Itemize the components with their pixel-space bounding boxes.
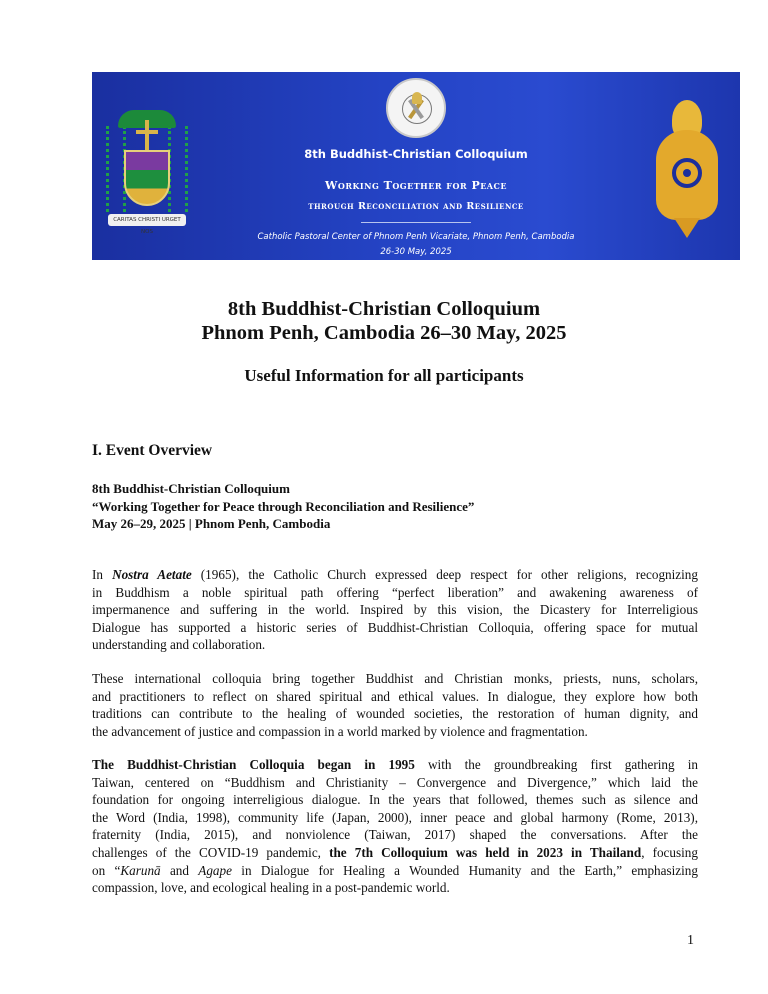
paragraph-line: traditions can contribute to the healing of wounded societies, the restoration of human dignity, and bbox=[92, 706, 698, 722]
section-heading: I. Event Overview bbox=[92, 442, 213, 459]
text-run: and bbox=[160, 862, 199, 878]
event-name: 8th Buddhist-Christian Colloquium bbox=[92, 481, 290, 496]
paragraph-international-colloquia bbox=[92, 670, 698, 740]
text-run: In bbox=[92, 567, 113, 582]
text-run: with the groundbreaking first gathering in bbox=[414, 757, 698, 772]
banner-subtitle-1: Working Together for Peace bbox=[325, 179, 507, 192]
paragraph-line: and practitioners to reflect on shared spiritual and ethical values. In dialogue, they explore how both bbox=[92, 688, 698, 704]
bishop-coat-of-arms-icon bbox=[106, 110, 188, 250]
main-title-line-2: Phnom Penh, Cambodia 26–30 May, 2025 bbox=[201, 322, 567, 344]
paragraph-line bbox=[92, 756, 698, 774]
header-banner bbox=[92, 72, 740, 260]
paragraph-line bbox=[92, 566, 698, 584]
banner-divider bbox=[361, 222, 471, 223]
banner-text bbox=[242, 72, 590, 260]
paragraph-colloquia-history bbox=[92, 756, 698, 897]
paragraph-line bbox=[92, 844, 698, 862]
text-run: on “ bbox=[92, 862, 121, 878]
banner-venue: Catholic Pastoral Center of Phnom Penh Vicariate, Phnom Penh, Cambodia bbox=[257, 232, 575, 242]
bold-run: The Buddhist-Christian Colloquia began in 1995 bbox=[92, 757, 415, 772]
dicastery-seal-icon bbox=[386, 78, 446, 138]
main-title-line-1: 8th Buddhist-Christian Colloquium bbox=[227, 298, 541, 320]
event-date-place: May 26–29, 2025 | Phnom Penh, Cambodia bbox=[92, 516, 331, 531]
banner-subtitle-2: through Reconciliation and Resilience bbox=[308, 201, 524, 212]
event-theme: “Working Together for Peace through Reconciliation and Resilience” bbox=[92, 499, 475, 514]
paragraph-line: understanding and collaboration. bbox=[92, 637, 266, 653]
document-title: Nostra Aetate bbox=[112, 567, 192, 582]
text-run: , focusing bbox=[641, 844, 698, 860]
paragraph-line: These international colloquia bring together Buddhist and Christian monks, priests, nuns, scholars, bbox=[92, 671, 698, 686]
italic-run: Agape bbox=[198, 862, 232, 878]
banner-date: 26-30 May, 2025 bbox=[380, 247, 452, 257]
paragraph-line: the Word (India, 1998), community life (Japan, 2000), inner peace and global harmony (Rome, 2013), bbox=[92, 809, 698, 825]
bold-run: the 7th Colloquium was held in 2023 in Thailand bbox=[329, 844, 642, 860]
paragraph-line: Dialogue has supported a historic series of Buddhist-Christian Colloquia, offering space for mutual bbox=[92, 619, 698, 635]
banner-title: 8th Buddhist-Christian Colloquium bbox=[304, 147, 528, 161]
paragraph-line: the advancement of justice and compassion in a world marked by violence and fragmentation. bbox=[92, 723, 588, 739]
paragraph-line: fraternity (India, 2015), and nonviolence (Taiwan, 2017) shaped the conversations. After the bbox=[92, 827, 698, 843]
paragraph-nostra-aetate bbox=[92, 566, 698, 654]
paragraph-line: compassion, love, and ecological healing in a post-pandemic world. bbox=[92, 880, 450, 896]
paragraph-line: in Buddhism a noble spiritual path offering “perfect liberation” and awakening awareness of bbox=[92, 584, 698, 600]
text-run: (1965), the Catholic Church expressed deep respect for other religions, recognizing bbox=[191, 567, 698, 582]
coat-motto: CARITAS CHRISTI URGET NOS bbox=[108, 214, 186, 226]
paragraph-line: foundation for ongoing interreligious dialogue. In the years that followed, themes such as silence and bbox=[92, 792, 698, 808]
italic-run: Karunā bbox=[120, 862, 161, 878]
buddhist-dharma-wheel-emblem-icon bbox=[650, 100, 724, 250]
page-number: 1 bbox=[687, 933, 694, 948]
text-run: in Dialogue for Healing a Wounded Humanity and the Earth,” emphasizing bbox=[231, 862, 698, 878]
page-subtitle: Useful Information for all participants bbox=[244, 366, 524, 385]
paragraph-line: Taiwan, centered on “Buddhism and Christianity – Convergence and Divergence,” which laid the bbox=[92, 774, 698, 790]
paragraph-line: impermanence and suffering in the world. Inspired by this vision, the Dicastery for Interreligious bbox=[92, 602, 698, 618]
text-run: challenges of the COVID-19 pandemic, bbox=[92, 844, 330, 860]
paragraph-line bbox=[92, 862, 698, 880]
